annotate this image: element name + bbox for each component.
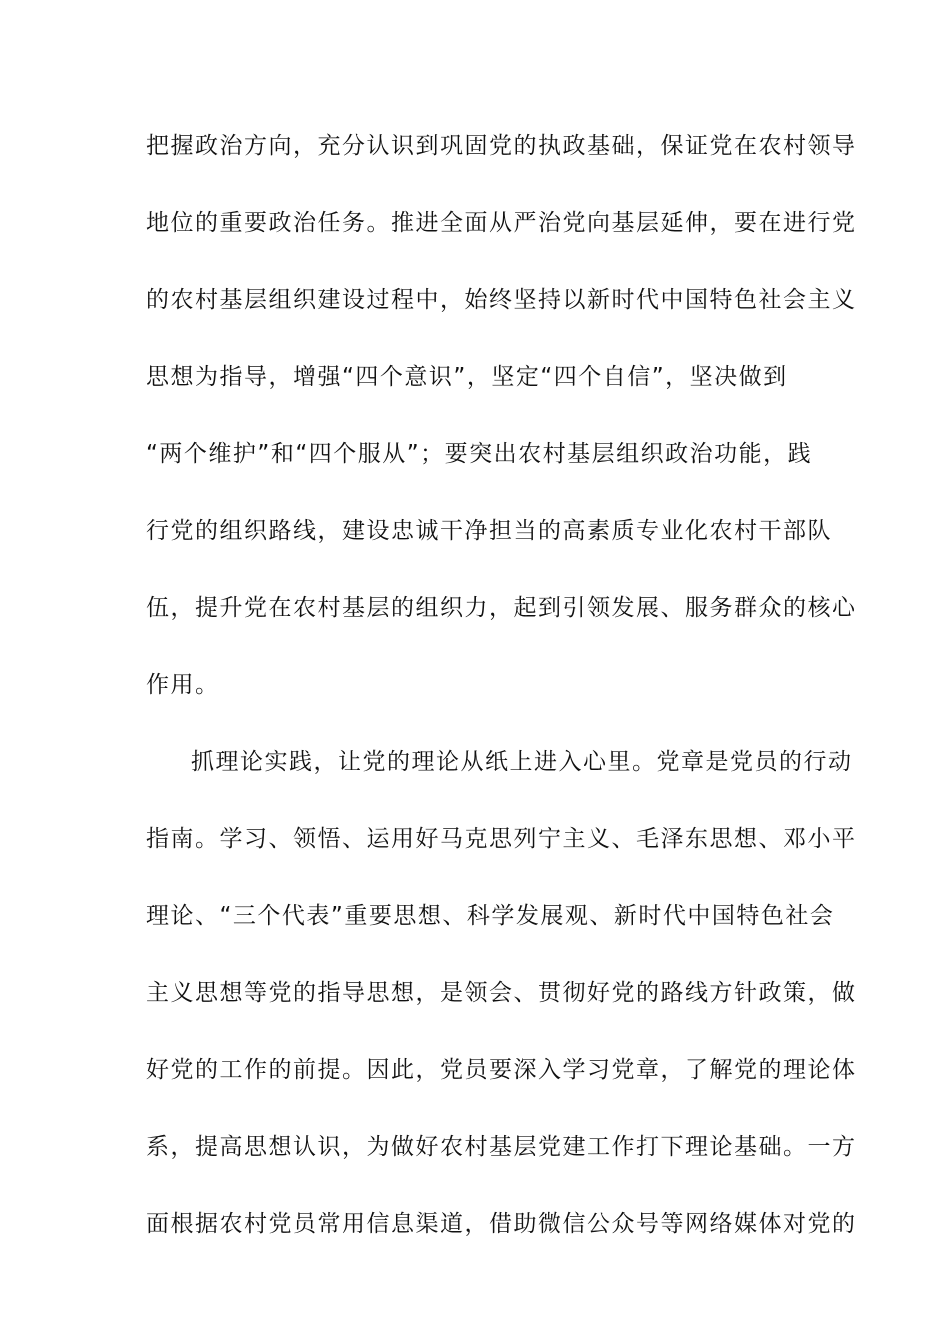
text-line-4: 思想为指导，增强“四个意识”，坚定“四个自信”，坚决做到 <box>146 364 788 390</box>
text-line-11: 理论、“三个代表”重要思想、科学发展观、新时代中国特色社会 <box>146 903 835 929</box>
text-line-1: 把握政治方向，充分认识到巩固党的执政基础，保证党在农村领导 <box>146 133 857 159</box>
text-line-3: 的农村基层组织建设过程中，始终坚持以新时代中国特色社会主义 <box>146 287 857 313</box>
text-line-15: 面根据农村党员常用信息渠道，借助微信公众号等网络媒体对党的 <box>146 1211 857 1237</box>
text-line-9-paragraph-start: 抓理论实践，让党的理论从纸上进入心里。党章是党员的行动 <box>191 749 853 775</box>
text-line-6: 行党的组织路线，建设忠诚干净担当的高素质专业化农村干部队 <box>146 518 832 544</box>
text-line-13: 好党的工作的前提。因此，党员要深入学习党章，了解党的理论体 <box>146 1057 857 1083</box>
text-line-5: “两个维护”和“四个服从”；要突出农村基层组织政治功能，践 <box>146 441 813 467</box>
text-line-7: 伍，提升党在农村基层的组织力，起到引领发展、服务群众的核心 <box>146 595 857 621</box>
text-line-8: 作用。 <box>146 672 220 698</box>
text-line-14: 系，提高思想认识，为做好农村基层党建工作打下理论基础。一方 <box>146 1134 857 1160</box>
text-line-10: 指南。学习、领悟、运用好马克思列宁主义、毛泽东思想、邓小平 <box>146 826 857 852</box>
text-line-12: 主义思想等党的指导思想，是领会、贯彻好党的路线方针政策，做 <box>146 980 857 1006</box>
text-line-2: 地位的重要政治任务。推进全面从严治党向基层延伸，要在进行党 <box>146 210 857 236</box>
